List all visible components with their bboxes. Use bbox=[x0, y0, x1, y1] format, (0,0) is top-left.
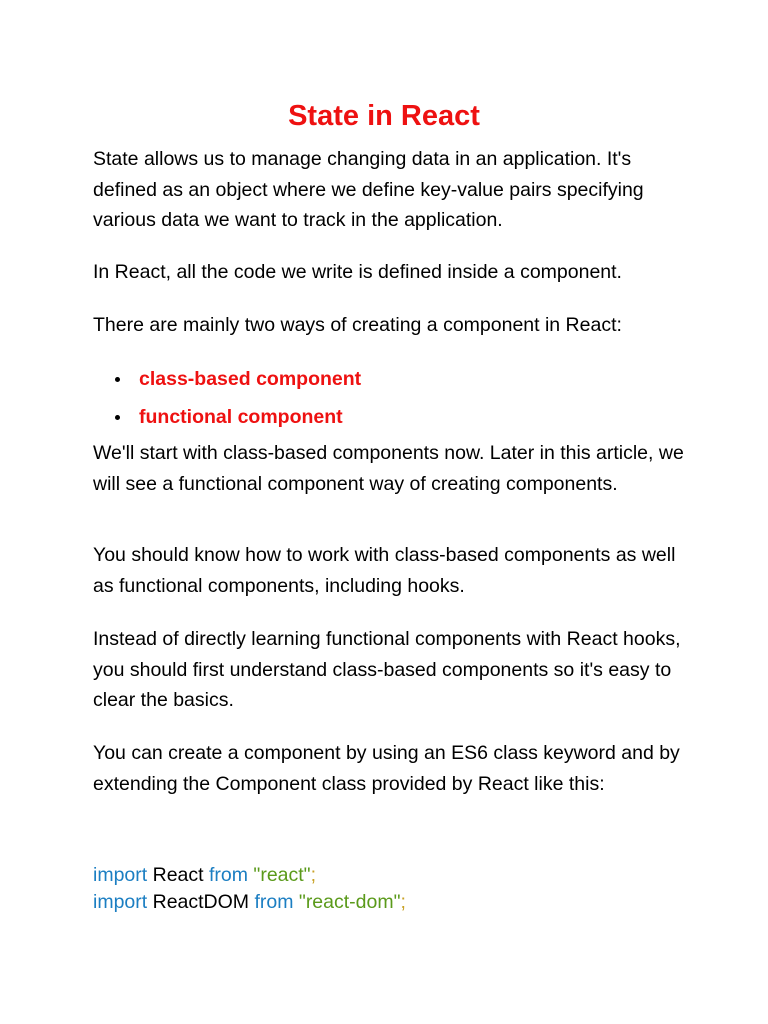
code-keyword: from bbox=[254, 891, 294, 913]
code-line bbox=[93, 889, 693, 916]
page-title: State in React bbox=[288, 100, 480, 132]
code-keyword: from bbox=[208, 864, 248, 886]
code-semicolon: ; bbox=[400, 891, 406, 913]
code-string: "react" bbox=[253, 864, 311, 886]
code-keyword: import bbox=[93, 891, 148, 913]
component-types-list bbox=[93, 362, 693, 438]
code-identifier: React bbox=[152, 864, 204, 886]
paragraph-state-intro: State allows us to manage changing data in an application. It's defined as an object where we define key-value pairs specifying various data we want to track in the application. bbox=[93, 148, 644, 231]
paragraph-should-know: You should know how to work with class-based components as well as functional components, including hooks. bbox=[93, 544, 676, 597]
bullet-icon bbox=[115, 415, 120, 420]
code-block bbox=[93, 862, 693, 916]
list-item bbox=[93, 400, 693, 438]
code-line bbox=[93, 862, 693, 889]
list-item-label: functional component bbox=[139, 406, 343, 428]
paragraph-create-component: You can create a component by using an ES6 class keyword and by extending the Component class provided by React like this: bbox=[93, 742, 680, 795]
code-string: "react-dom" bbox=[298, 891, 401, 913]
paragraph-component-def: In React, all the code we write is defined inside a component. bbox=[93, 261, 622, 283]
paragraph-two-ways: There are mainly two ways of creating a component in React: bbox=[93, 314, 622, 336]
list-item-label: class-based component bbox=[139, 368, 362, 390]
code-identifier: ReactDOM bbox=[152, 891, 250, 913]
paragraph-start-class: We'll start with class-based components now. Later in this article, we will see a functional component way of creating components. bbox=[93, 442, 684, 495]
bullet-icon bbox=[115, 377, 120, 382]
list-item bbox=[93, 362, 693, 400]
code-keyword: import bbox=[93, 864, 148, 886]
paragraph-instead: Instead of directly learning functional components with React hooks, you should first understand class-based components so it's easy to clear the basics. bbox=[93, 628, 681, 711]
code-semicolon: ; bbox=[310, 864, 317, 886]
